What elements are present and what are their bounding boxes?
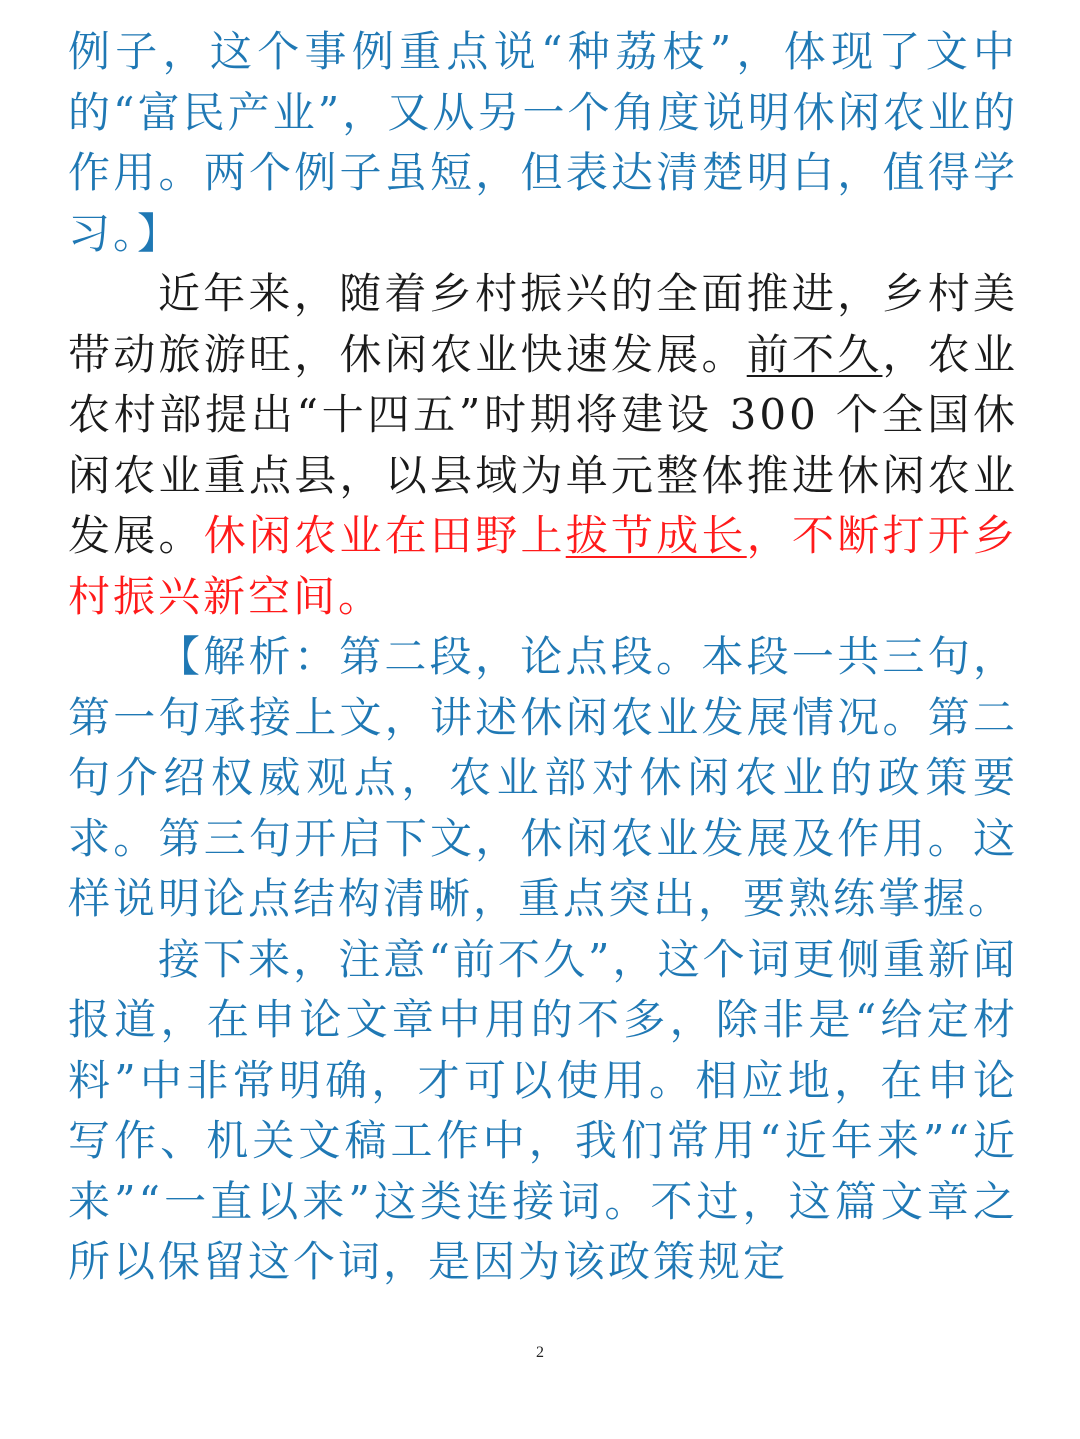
document-page <box>68 22 1018 1293</box>
page-number: 2 <box>536 1344 544 1361</box>
analysis-paragraph-2 <box>68 627 1018 930</box>
highlight-red-part1: 休闲农业在田野上 <box>203 511 566 560</box>
body-text-part1: 近年来，随着乡村振兴的全面推进，乡村美带动旅游旺，休闲农业快速发展。 <box>68 269 1018 379</box>
analysis-paragraph-3 <box>68 930 1018 1293</box>
analysis-paragraph-continued <box>68 22 1018 264</box>
analysis-text-3: 接下来，注意“前不久”，这个词更侧重新闻报道，在申论文章中用的不多，除非是“给定材料”中非常明确，才可以使用。相应地，在申论写作、机关文稿工作中，我们常用“近年来”“近来”“一直以来”这类连接词。不过，这篇文章之所以保留这个词，是因为该政策规定 <box>68 934 1018 1286</box>
analysis-text-2: 【解析：第二段，论点段。本段一共三句，第一句承接上文，讲述休闲农业发展情况。第二句介绍权威观点，农业部对休闲农业的政策要求。第三句开启下文，休闲农业发展及作用。这样说明论点结构清晰，重点突出，要熟练掌握。 <box>68 632 1018 923</box>
body-text-part2: ，农业农村部提出“十四五”时期将建设 300 个全国休闲农业重点县，以县域为单元整体推进休闲农业发展。 <box>68 329 1018 560</box>
analysis-text-1: 例子，这个事例重点说“种荔枝”，体现了文中的“富民产业”，又从另一个角度说明休闲农业的作用。两个例子虽短，但表达清楚明白，值得学习。】 <box>68 27 1018 258</box>
highlight-red-part2: ，不断打开乡村振兴新空间。 <box>68 511 1018 621</box>
body-paragraph-2 <box>68 264 1018 627</box>
underlined-phrase-qianbujiu: 前不久 <box>746 329 883 379</box>
highlight-red-underlined: 拔节成长 <box>565 511 747 560</box>
